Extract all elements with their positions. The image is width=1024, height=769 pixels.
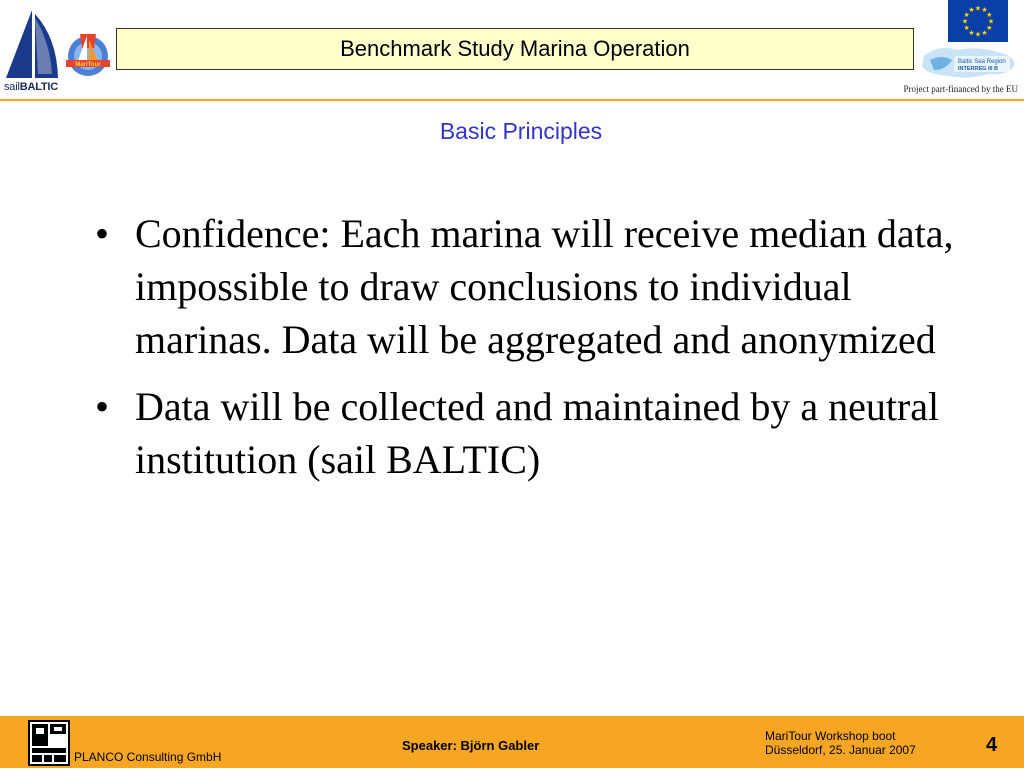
sail-logo-text-bold: BALTIC xyxy=(19,81,59,93)
eu-star-icon: ★ xyxy=(974,30,982,39)
sail-baltic-logo xyxy=(2,8,60,96)
eu-financing-note: Project part-financed by the EU xyxy=(903,84,1018,94)
bullet-dot: • xyxy=(95,211,110,256)
section-subtitle: Basic Principles xyxy=(439,118,603,144)
bullet-dot: • xyxy=(95,384,110,429)
eu-star-icon: ★ xyxy=(987,17,995,26)
eu-star-icon: ★ xyxy=(981,28,988,37)
event-line-1: MariTour Workshop boot xyxy=(765,729,896,743)
speaker-label: Speaker: Björn Gabler xyxy=(402,738,540,753)
bullet-text: Confidence: Each marina will receive median data, impossible to draw conclusions to individual marinas. Data will be aggregated and anonymized xyxy=(135,211,954,362)
eu-star-icon: ★ xyxy=(986,11,993,19)
baltic-logo-line1: Baltic Sea Region xyxy=(958,59,1006,65)
eu-star-icon: ★ xyxy=(981,6,988,15)
maritour-logo-text: MariTour xyxy=(75,62,101,68)
baltic-logo-line2: INTERREG III B xyxy=(958,66,999,72)
planco-logo xyxy=(28,720,70,766)
header-divider xyxy=(0,99,1024,101)
baltic-sea-region-logo xyxy=(918,42,1020,82)
eu-star-icon: ★ xyxy=(968,28,975,37)
eu-star-icon: ★ xyxy=(961,17,969,26)
sail-logo-text-thin: sail xyxy=(4,81,20,93)
company-name: PLANCO Consulting GmbH xyxy=(74,750,222,764)
bullet-list xyxy=(95,207,975,500)
event-line-2: Düsseldorf, 25. Januar 2007 xyxy=(765,743,916,757)
bullet-item xyxy=(95,207,975,366)
footer xyxy=(0,716,1024,768)
eu-star-icon: ★ xyxy=(974,4,982,13)
bullet-item xyxy=(95,380,975,486)
maritour-logo xyxy=(60,26,116,82)
bullet-text: Data will be collected and maintained by a neutral institution (sail BALTIC) xyxy=(135,384,940,482)
eu-star-icon: ★ xyxy=(963,24,970,32)
eu-flag-icon xyxy=(948,0,1008,42)
title-box xyxy=(116,28,914,70)
eu-star-icon: ★ xyxy=(963,11,970,19)
event-info xyxy=(765,729,916,757)
slide-title: Benchmark Study Marina Operation xyxy=(340,36,690,61)
eu-star-icon: ★ xyxy=(986,24,993,32)
header xyxy=(0,0,1024,100)
eu-star-icon: ★ xyxy=(968,6,975,15)
page-number: 4 xyxy=(986,734,998,756)
